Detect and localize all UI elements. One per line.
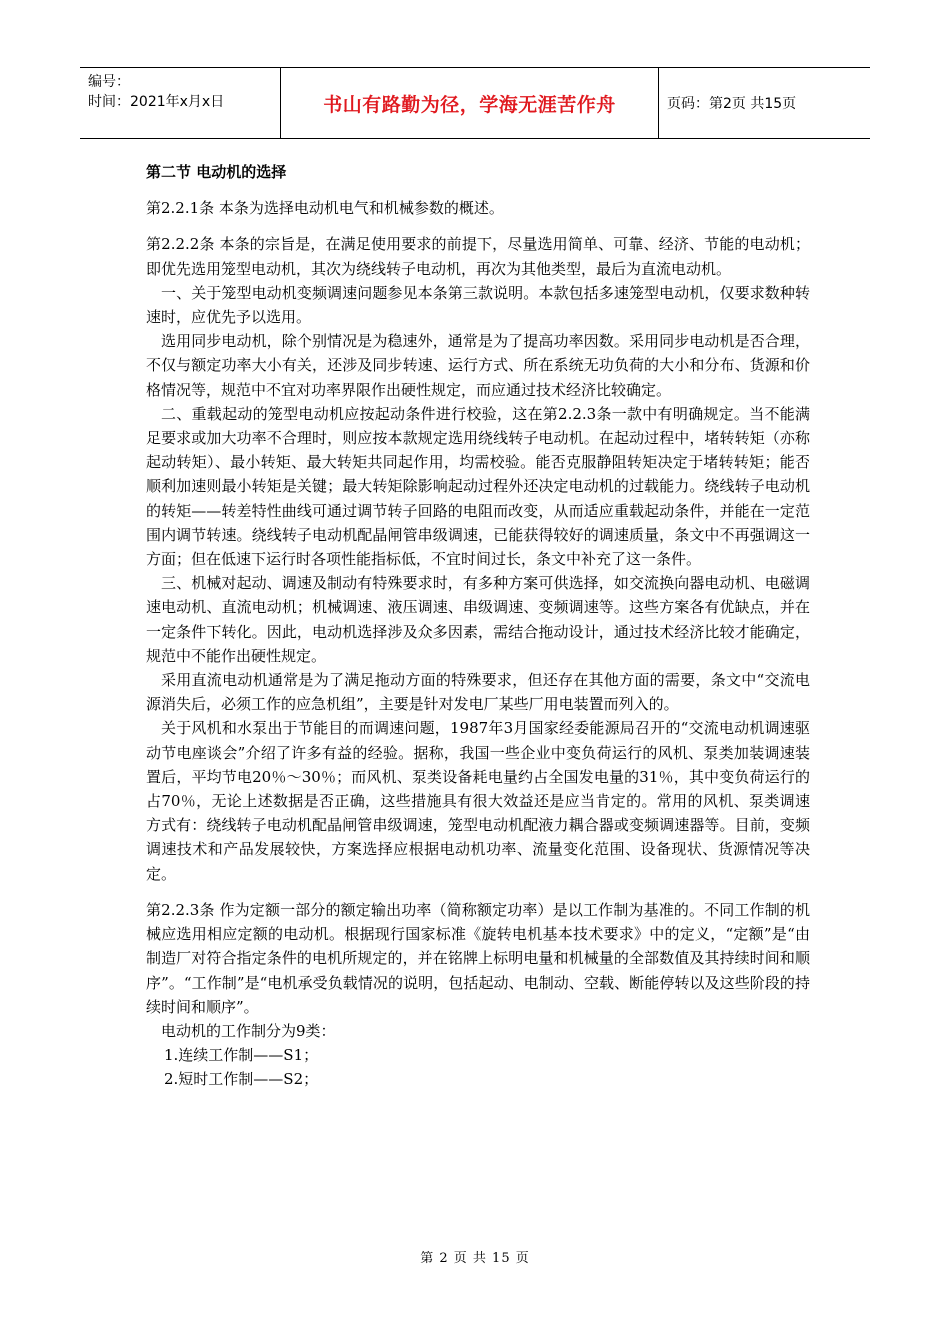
header-left-cell [80, 68, 281, 138]
list-item-s1: 1.连续工作制——S1； [164, 1046, 319, 1065]
document-date-label: 时间：2021年x月x日 [88, 94, 225, 110]
paragraph-2-2-3: 第2.2.3条 作为定额一部分的额定输出功率（简称额定功率）是以工作制为基准的。不同工作制的机械应选用相应定额的电动机。根据现行国家标准《旋转电机基本技术要求》中的定义，“定额”是“由制造厂对符合指定条件的电机所规定的，并在铭牌上标明电量和机械量的全部数值及其持续时间和顺序”。“工作制”是“电机承受负载情况的说明，包括起动、电制动、空载、断能停转以及这些阶段的持续时间和顺序”。 [146, 900, 810, 1016]
page-footer: 第 2 页 共 15 页 [420, 1251, 530, 1266]
paragraph-item-three: 三、机械对起动、调速及制动有特殊要求时，有多种方案可供选择，如交流换向器电动机、电磁调速电动机、直流电动机；机械调速、液压调速、串级调速、变频调速等。这些方案各有优缺点，并在一定条件下转化。因此，电动机选择涉及众多因素，需结合拖动设计，通过技术经济比较才能确定，规范中不能作出硬性规定。 [146, 574, 810, 665]
paragraph-duty-types: 电动机的工作制分为9类： [161, 1021, 336, 1040]
paragraph-item-two: 二、重载起动的笼型电动机应按起动条件进行校验，这在第2.2.3条一款中有明确规定。当不能满足要求或加大功率不合理时，则应按本款规定选用绕线转子电动机。在起动过程中，堵转转矩（亦称起动转矩）、最小转矩、最大转矩共同起作用，均需校验。能否克服静阻转矩决定于堵转转矩；能否顺利加速则最小转矩是关键；最大转矩除影响起动过程外还决定电动机的过载能力。绕线转子电动机的转矩——转差特性曲线可通过调节转子回路的电阻而改变，从而适应重载起动条件，并能在一定范围内调节转速。绕线转子电动机配晶闸管串级调速，已能获得较好的调速质量，条文中不再强调这一方面；但在低速下运行时各项性能指标低，不宜时间过长，条文中补充了这一条件。 [146, 404, 810, 569]
header-motto: 书山有路勤为径，学海无涯苦作舟 [281, 68, 659, 138]
paragraph-fan-pump: 关于风机和水泵出于节能目的而调速问题，1987年3月国家经委能源局召开的“交流电动机调速驱动节电座谈会”介绍了许多有益的经验。据称，我国一些企业中变负荷运行的风机、泵类加装调速装置后，平均节电20％～30％；而风机、泵类设备耗电量约占全国发电量的31％，其中变负荷运行的占70％，无论上述数据是否正确，这些措施具有很大效益还是应当肯定的。常用的风机、泵类调速方式有：绕线转子电动机配晶闸管串级调速，笼型电动机配液力耦合器或变频调速器等。目前，变频调速技术和产品发展较快，方案选择应根据电动机功率、流量变化范围、设备现状、货源情况等决定。 [146, 719, 810, 883]
paragraph-item-one: 一、关于笼型电动机变频调速问题参见本条第三款说明。本款包括多速笼型电动机，仅要求数种转速时，应优先予以选用。 [146, 283, 810, 327]
document-body [146, 160, 810, 1092]
section-title: 第二节 电动机的选择 [146, 163, 287, 181]
paragraph-dc-motor: 采用直流电动机通常是为了满足拖动方面的特殊要求，但还存在其他方面的需要，条文中“交流电源消失后，必须工作的应急机组”，主要是针对发电厂某些厂用电装置而列入的。 [146, 671, 810, 714]
page-header [80, 67, 870, 139]
header-page-info: 页码：第2页 共15页 [667, 96, 797, 112]
paragraph-2-2-2: 第2.2.2条 本条的宗旨是，在满足使用要求的前提下，尽量选用简单、可靠、经济、节能的电动机；即优先选用笼型电动机，其次为绕线转子电动机，再次为其他类型，最后为直流电动机。 [146, 235, 810, 278]
paragraph-2-2-1: 第2.2.1条 本条为选择电动机电气和机械参数的概述。 [146, 199, 504, 218]
list-item-s2: 2.短时工作制——S2； [164, 1070, 319, 1089]
paragraph-synchronous-motor: 选用同步电动机，除个别情况是为稳速外，通常是为了提高功率因数。采用同步电动机是否合理，不仅与额定功率大小有关，还涉及同步转速、运行方式、所在系统无功负荷的大小和分布、货源和价格情况等，规范中不宜对功率界限作出硬性规定，而应通过技术经济比较确定。 [146, 332, 810, 399]
document-number-label: 编号： [88, 74, 130, 90]
